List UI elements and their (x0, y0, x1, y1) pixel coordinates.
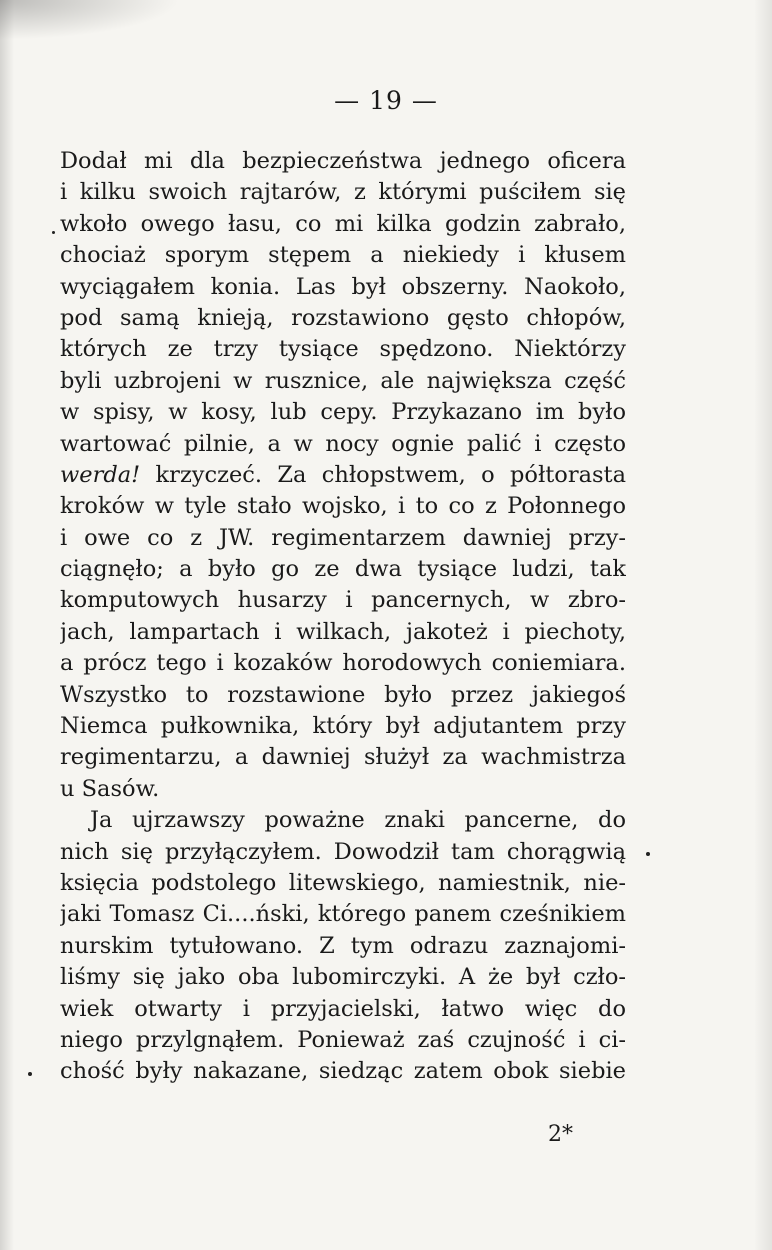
text-line: księcia podstolego litewskiego, namiestnik, nie- (60, 869, 626, 896)
scan-edge-right (754, 0, 772, 1250)
text-line: byli uzbrojeni w rusznice, ale największa część (60, 367, 626, 394)
page-number: — 19 — (334, 86, 438, 115)
paragraph-2 (60, 805, 626, 1088)
italic-word: werda! (60, 461, 141, 488)
text-line: liśmy się jako oba lubomirczyki. A że był czło- (60, 964, 626, 991)
body-text (60, 146, 626, 1088)
text-line: wiek otwarty i przyjacielski, łatwo więc do (60, 995, 626, 1022)
text-line: jach, lampartach i wilkach, jakoteż i piechoty, (60, 618, 626, 645)
text-line: nich się przyłączyłem. Dowodził tam chorągwią (60, 838, 626, 865)
ink-speck (646, 852, 650, 856)
text-line: komputowych husarzy i pancernych, w zbro- (60, 587, 626, 614)
text-line: i owe co z JW. regimentarzem dawniej przy- (60, 524, 626, 551)
text-line: wkoło owego łasu, co mi kilka godzin zabrało, (60, 210, 626, 237)
text-line: ciągnęło; a było go ze dwa tysiące ludzi, tak (60, 556, 626, 583)
text-line: pod samą knieją, rozstawiono gęsto chłopów, (60, 304, 626, 331)
text-line: chość były nakazane, siedząc zatem obok siebie (60, 1058, 626, 1085)
signature-mark: 2* (548, 1122, 573, 1147)
scan-edge-left (0, 0, 14, 1250)
text-line: chociaż sporym stępem a niekiedy i kłusem (60, 242, 626, 269)
text-line: werda! krzyczeć. Za chłopstwem, o półtorasta (60, 461, 626, 488)
text-line: u Sasów. (60, 775, 160, 802)
text-line: wartować pilnie, a w nocy ognie palić i często (60, 430, 626, 457)
text-line: wyciągałem konia. Las był obszerny. Naokoło, (60, 273, 626, 300)
text-line: a prócz tego i kozaków horodowych coniemiara. (60, 650, 626, 677)
text-line: regimentarzu, a dawniej służył za wachmistrza (60, 744, 626, 771)
paragraph-1 (60, 146, 626, 805)
text-line: kroków w tyle stało wojsko, i to co z Połonnego (60, 493, 626, 520)
text-line: których ze trzy tysiące spędzono. Niektórzy (60, 336, 626, 363)
text-line: nurskim tytułowano. Z tym odrazu zaznajomi- (60, 932, 626, 959)
text-line: i kilku swoich rajtarów, z którymi puściłem się (60, 179, 626, 206)
ink-speck (52, 231, 55, 234)
ink-speck (28, 1072, 32, 1076)
text-line: Niemca pułkownika, który był adjutantem przy (60, 713, 626, 740)
text-line: w spisy, w kosy, lub cepy. Przykazano im było (60, 399, 626, 426)
scan-edge-top (0, 0, 180, 40)
text-line: Dodał mi dla bezpieczeństwa jednego oficera (60, 148, 626, 174)
text-line: Ja ujrzawszy poważne znaki pancerne, do (90, 807, 626, 834)
text-line: jaki Tomasz Ci....ński, którego panem cześnikiem (60, 901, 626, 928)
text-line: Wszystko to rozstawione było przez jakiegoś (60, 681, 626, 708)
text-line: niego przylgnąłem. Ponieważ zaś czujność i ci- (60, 1026, 626, 1053)
